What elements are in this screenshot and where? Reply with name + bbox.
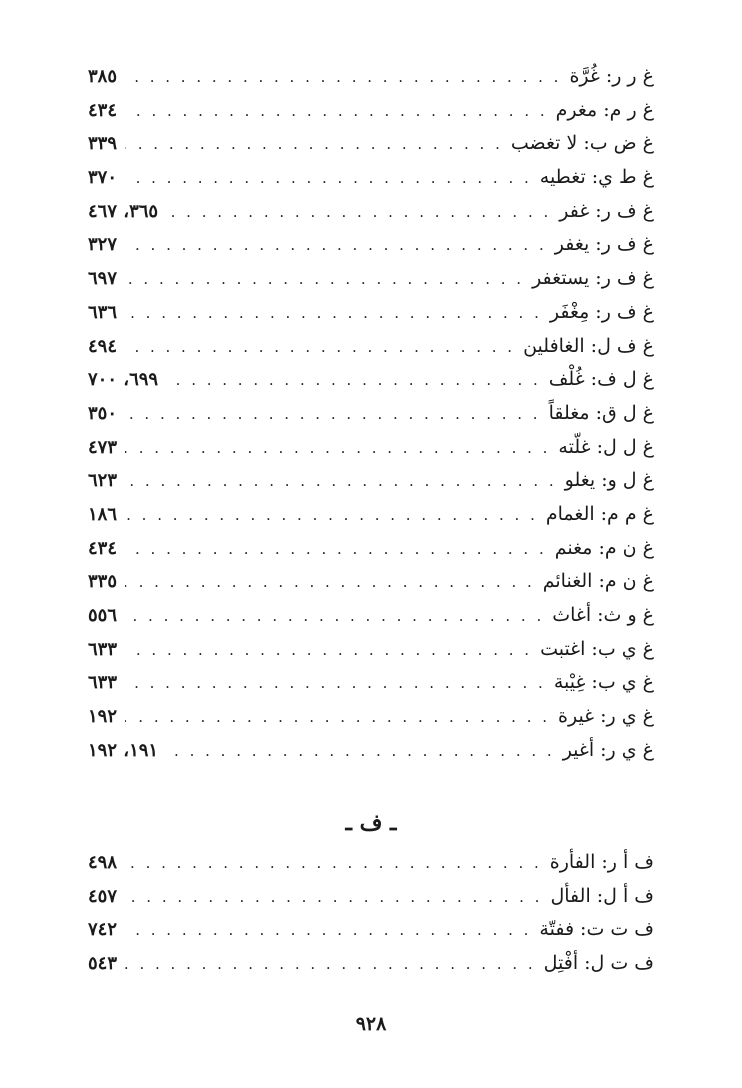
dot-leader [125,566,535,600]
entry-root: غ ي ب [597,637,654,660]
entry-page-numbers: ٧٤٢ [88,919,118,941]
entry-word: غيرة [558,705,595,728]
entry-colon: : [603,98,610,121]
index-entry [88,498,654,532]
index-entry [88,880,654,914]
index-entry [88,431,654,465]
entry-colon: : [590,334,598,357]
entry-page-numbers: ٦٩٧ [88,268,118,290]
entry-page-numbers: ٦٣٣ [88,672,118,694]
entry-word: اغتبت [540,637,586,660]
entry-root: غ ن م [604,536,654,559]
dot-leader [125,61,561,95]
entry-root: غ و ث [603,604,654,626]
entry-word: مغنم [554,536,593,559]
entry-word: غُرَّة [569,65,600,87]
dot-leader [125,499,538,533]
entry-page-numbers: ٣٢٧ [88,234,118,256]
entry-page-numbers: ٦٣٦ [88,301,118,323]
section-fa [88,846,654,981]
entry-colon: : [601,469,608,492]
dot-leader [125,881,542,915]
entry-colon: : [598,570,605,593]
entry-root: غ ض ب [589,132,654,155]
index-entry [88,565,654,599]
dot-leader [125,331,515,365]
entry-word: مِغْفَر [549,300,590,323]
entry-page-numbers: ٤٥٧ [88,885,118,907]
entry-root: غ ل ق [602,401,654,424]
entry-root: غ ط ي [598,166,654,189]
entry-word: أفْتِل [543,952,579,975]
entry-colon: : [601,851,608,873]
entry-page-numbers: ٦٩٩، ٧٠٠ [88,369,159,391]
entry-word: الفأل [550,884,591,907]
dot-leader [125,465,557,499]
entry-word: غِيْبة [553,671,586,694]
dot-leader [125,600,544,634]
entry-root: غ ي ب [597,671,654,694]
index-entry [88,700,654,734]
dot-leader [166,196,551,230]
index-entry [88,195,654,229]
entry-colon: : [600,502,608,525]
dot-leader [166,364,541,398]
dot-leader [125,128,503,162]
index-entry [88,262,654,296]
section-ghain [88,60,654,767]
index-entry [88,913,654,947]
entry-root: ف ت ل [590,952,654,975]
entry-colon: : [595,199,602,222]
entry-word: غفر [559,199,590,222]
entry-word: مغلقاً [548,401,590,424]
entry-root: غ ف ر [601,233,654,256]
entry-colon: : [600,738,607,761]
dot-leader [125,432,550,466]
entry-colon: : [590,368,598,391]
entry-root: ف أ ل [603,884,654,907]
entry-page-numbers: ٦٢٣ [88,470,118,492]
index-entry [88,397,654,431]
entry-word: الغافلين [523,334,585,357]
entry-page-numbers: ٤٩٨ [88,852,118,873]
index-entry [88,599,654,633]
index-entry [88,846,654,880]
entry-root: غ ل ل [602,435,654,458]
index-entry [88,228,654,262]
entry-colon: : [600,705,607,728]
entry-colon: : [591,671,598,694]
dot-leader [125,398,541,432]
entry-page-numbers: ٥٤٣ [88,953,118,975]
entry-word: أغير [562,738,595,761]
entry-root: غ م م [607,502,654,525]
entry-colon: : [595,267,602,290]
dot-leader [125,948,536,982]
entry-root: غ ف ل [597,334,654,357]
index-entry [88,363,654,397]
entry-root: غ ف ر [601,267,654,290]
entry-root: غ ف ر [601,199,654,222]
entry-page-numbers: ٣٥٠ [88,402,118,424]
index-entry [88,532,654,566]
entry-word: غُلْف [548,368,585,391]
entry-colon: : [595,300,602,323]
dot-leader [125,914,531,948]
entry-word: يغفر [554,233,590,256]
entry-colon: : [598,536,605,559]
entry-root: غ ف ر [601,300,654,323]
entry-colon: : [595,233,602,256]
entry-root: ف ت ت [586,918,654,941]
entry-word: يغلو [564,469,596,492]
entry-colon: : [591,166,599,189]
dot-leader [166,735,555,769]
entry-page-numbers: ٣٣٩ [88,133,118,155]
index-entry [88,161,654,195]
entry-page-numbers: ٤٧٣ [88,436,118,458]
dot-leader [125,229,547,263]
entry-word: الغمام [545,502,595,525]
entry-colon: : [597,604,604,626]
entry-root: غ ر م [609,98,654,121]
entry-word: تغطيه [539,166,586,189]
entry-word: يستغفر [532,267,590,290]
entry-colon: : [596,884,604,907]
entry-page-numbers: ٤٩٤ [88,335,118,357]
index-entry [88,734,654,768]
entry-page-numbers: ٥٥٦ [88,605,118,626]
entry-colon: : [591,637,598,660]
entry-word: غلّته [558,435,591,458]
dot-leader [125,263,524,297]
section-heading-fa: ـ ف ـ [345,810,397,836]
entry-word: ففتّة [539,918,575,941]
entry-colon: : [595,401,603,424]
dot-leader [125,701,550,735]
dot-leader [125,847,542,881]
entry-page-numbers: ٣٨٥ [88,66,118,87]
entry-page-numbers: ١٩٢ [88,706,118,728]
entry-page-numbers: ٦٣٣ [88,638,118,660]
dot-leader [125,297,542,331]
entry-root: غ ي ر [606,705,654,728]
index-entry [88,947,654,981]
entry-word: الغنائم [542,570,593,593]
entry-root: ف أ ر [607,851,654,873]
entry-page-numbers: ١٩١، ١٩٢ [88,739,159,761]
entry-colon: : [583,132,590,155]
index-entry [88,633,654,667]
entry-root: غ ي ر [606,738,654,761]
entry-word: لا تغضب [510,132,578,155]
index-entry [88,127,654,161]
index-entry [88,666,654,700]
entry-root: غ ر ر [612,65,654,87]
entry-root: غ ل ف [597,368,654,391]
entry-page-numbers: ١٨٦ [88,503,118,525]
entry-colon: : [580,918,587,941]
entry-root: غ ن م [604,570,654,593]
entry-page-numbers: ٣٣٥ [88,571,118,593]
entry-word: الفأرة [549,851,596,873]
dot-leader [125,533,547,567]
dot-leader [125,634,532,668]
index-entry [88,464,654,498]
page-number: ٩٢٨ [355,1013,387,1035]
entry-page-numbers: ٤٣٤ [88,537,118,559]
entry-colon: : [605,65,613,87]
entry-page-numbers: ٣٦٥، ٤٦٧ [88,200,159,222]
index-entry [88,94,654,128]
entry-word: مغرم [555,98,598,121]
entry-root: غ ل و [607,469,654,492]
dot-leader [125,162,532,196]
entry-word: أغاث [552,604,592,626]
index-entry [88,296,654,330]
index-entry [88,330,654,364]
entry-colon: : [596,435,603,458]
entry-page-numbers: ٣٧٠ [88,167,118,189]
entry-colon: : [584,952,591,975]
dot-leader [125,95,548,129]
index-entry [88,60,654,94]
entry-page-numbers: ٤٣٤ [88,99,118,121]
dot-leader [125,667,546,701]
